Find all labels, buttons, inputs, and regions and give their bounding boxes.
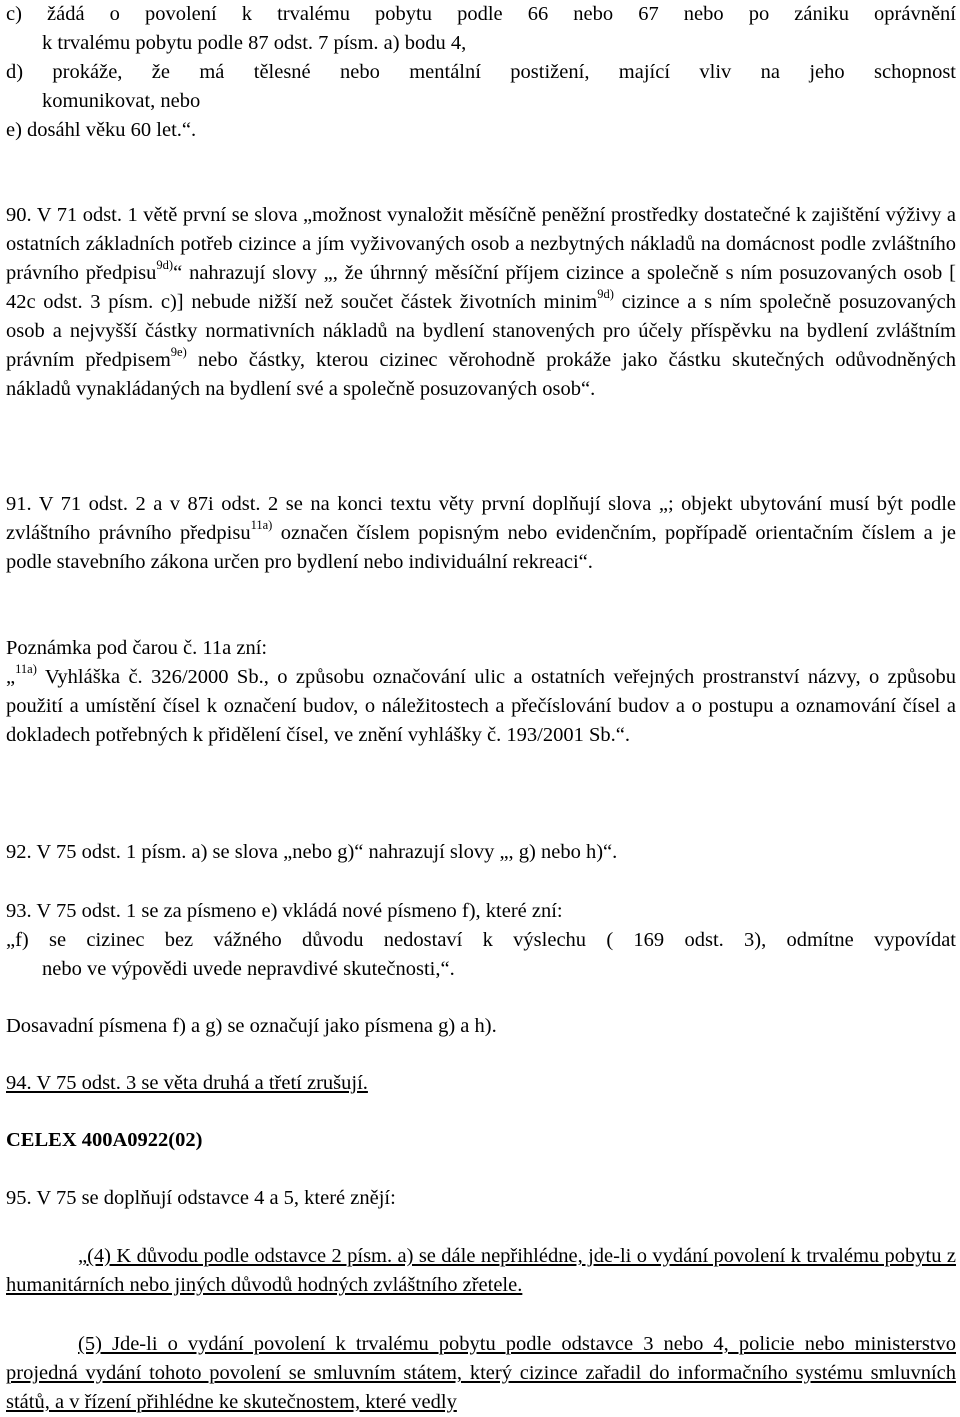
footnote-heading: Poznámka pod čarou č. 11a zní:	[6, 637, 268, 659]
footnote-open-quote: „	[6, 666, 16, 688]
paragraph-91	[6, 490, 956, 577]
footnote-ref-9e: 9e)	[170, 345, 187, 360]
paragraph-94	[6, 1069, 956, 1098]
p90-text-4: nebo částky, kterou cizinec věrohodně prokáže jako částku skutečných odůvodněných nákladů vynakládaných na bydlení své a společně posuzovaných osob“.	[6, 349, 956, 400]
item-d-line2: komunikovat, nebo	[42, 90, 201, 112]
paragraph-90	[6, 201, 956, 404]
p90-text-1: 90. V 71 odst. 1 větě první se slova „možnost vynaložit měsíčně peněžní prostředky dostatečné k zajištění výživy a ostatních základních potřeb cizince a jím vyživovaných osob a nezbytných nákladů na domácnost podle zvláštního právního předpisu	[6, 204, 956, 284]
p90-text-2: “ nahrazují slovy „, že úhrnný měsíční příjem cizince a společně s ním posuzovaných osob [ 42c odst. 3 písm. c)] nebude nižší než součet částek životních minim	[6, 262, 956, 313]
paragraph-93-note: Dosavadní písmena f) a g) se označují jako písmena g) a h).	[6, 1015, 497, 1037]
footnote-ref-11a: 11a)	[250, 518, 273, 533]
paragraph-92: 92. V 75 odst. 1 písm. a) se slova „nebo g)“ nahrazují slovy „, g) nebo h)“.	[6, 841, 618, 863]
footnote-label-11a: 11a)	[15, 662, 37, 677]
paragraph-93: 93. V 75 odst. 1 se za písmeno e) vkládá nové písmeno f), které zní:	[6, 900, 563, 922]
paragraph-93-item-f-line2: nebo ve výpovědi uvede nepravdivé skutečnosti,“.	[42, 958, 455, 980]
footnote-11a	[6, 663, 956, 750]
paragraph-95: 95. V 75 se doplňují odstavce 4 a 5, které znějí:	[6, 1187, 396, 1209]
item-d-line1: d) prokáže, že má tělesné nebo mentální postižení, mající vliv na jeho schopnost	[6, 61, 956, 83]
paragraph-94-text: 94. V 75 odst. 3 se věta druhá a třetí zrušují.	[6, 1072, 368, 1094]
paragraph-95-subsection-4: „(4) K důvodu podle odstavce 2 písm. a) se dále nepřihlédne, jde-li o vydání povolení k trvalému pobytu z humanitárních nebo jiných důvodů hodných zvláštního zřetele.	[6, 1245, 956, 1296]
paragraph-93-item-f-line1: „f) se cizinec bez vážného důvodu nedostaví k výslechu ( 169 odst. 3), odmítne vypovídat	[6, 929, 956, 951]
item-e: e) dosáhl věku 60 let.“.	[6, 119, 197, 141]
item-c-line2: k trvalému pobytu podle 87 odst. 7 písm. a) bodu 4,	[42, 32, 467, 54]
celex-reference: CELEX 400A0922(02)	[6, 1129, 203, 1151]
p91-text-2: označen číslem popisným nebo evidenčním, popřípadě orientačním číslem a je podle stavebního zákona určen pro bydlení nebo individuální rekreaci“.	[6, 522, 957, 573]
footnote-text: Vyhláška č. 326/2000 Sb., o způsobu označování ulic a ostatních veřejných prostranství názvy, o způsobu použití a umístění čísel k označení budov, o náležitostech a přečíslování budov a o postupu a oznamování čísel a dokladech potřebných k přidělení čísel, ve znění vyhlášky č. 193/2001 Sb.“.	[6, 666, 956, 746]
footnote-ref-9d-2: 9d)	[597, 287, 614, 302]
p90-text-3: cizince a s ním společně posuzovaných osob a nejvyšší částky normativních nákladů na bydlení stanovených pro účely příspěvku na bydlení zvláštním právním předpisem	[6, 291, 957, 371]
item-c-line1: c) žádá o povolení k trvalému pobytu podle 66 nebo 67 nebo po zániku oprávnění	[6, 3, 956, 25]
footnote-ref-9d: 9d)	[156, 258, 174, 273]
p91-text-1: 91. V 71 odst. 2 a v 87i odst. 2 se na konci textu věty první doplňují slova „; objekt ubytování musí být podle zvláštního právního předpisu	[6, 493, 956, 544]
paragraph-95-subsection-5: (5) Jde-li o vydání povolení k trvalému pobytu podle odstavce 3 nebo 4, policie nebo ministerstvo projedná vydání tohoto povolení se smluvním státem, který cizince zařadil do informačního systému smluvních států, a v řízení přihlédne ke skutečnostem, které vedly	[6, 1333, 956, 1413]
